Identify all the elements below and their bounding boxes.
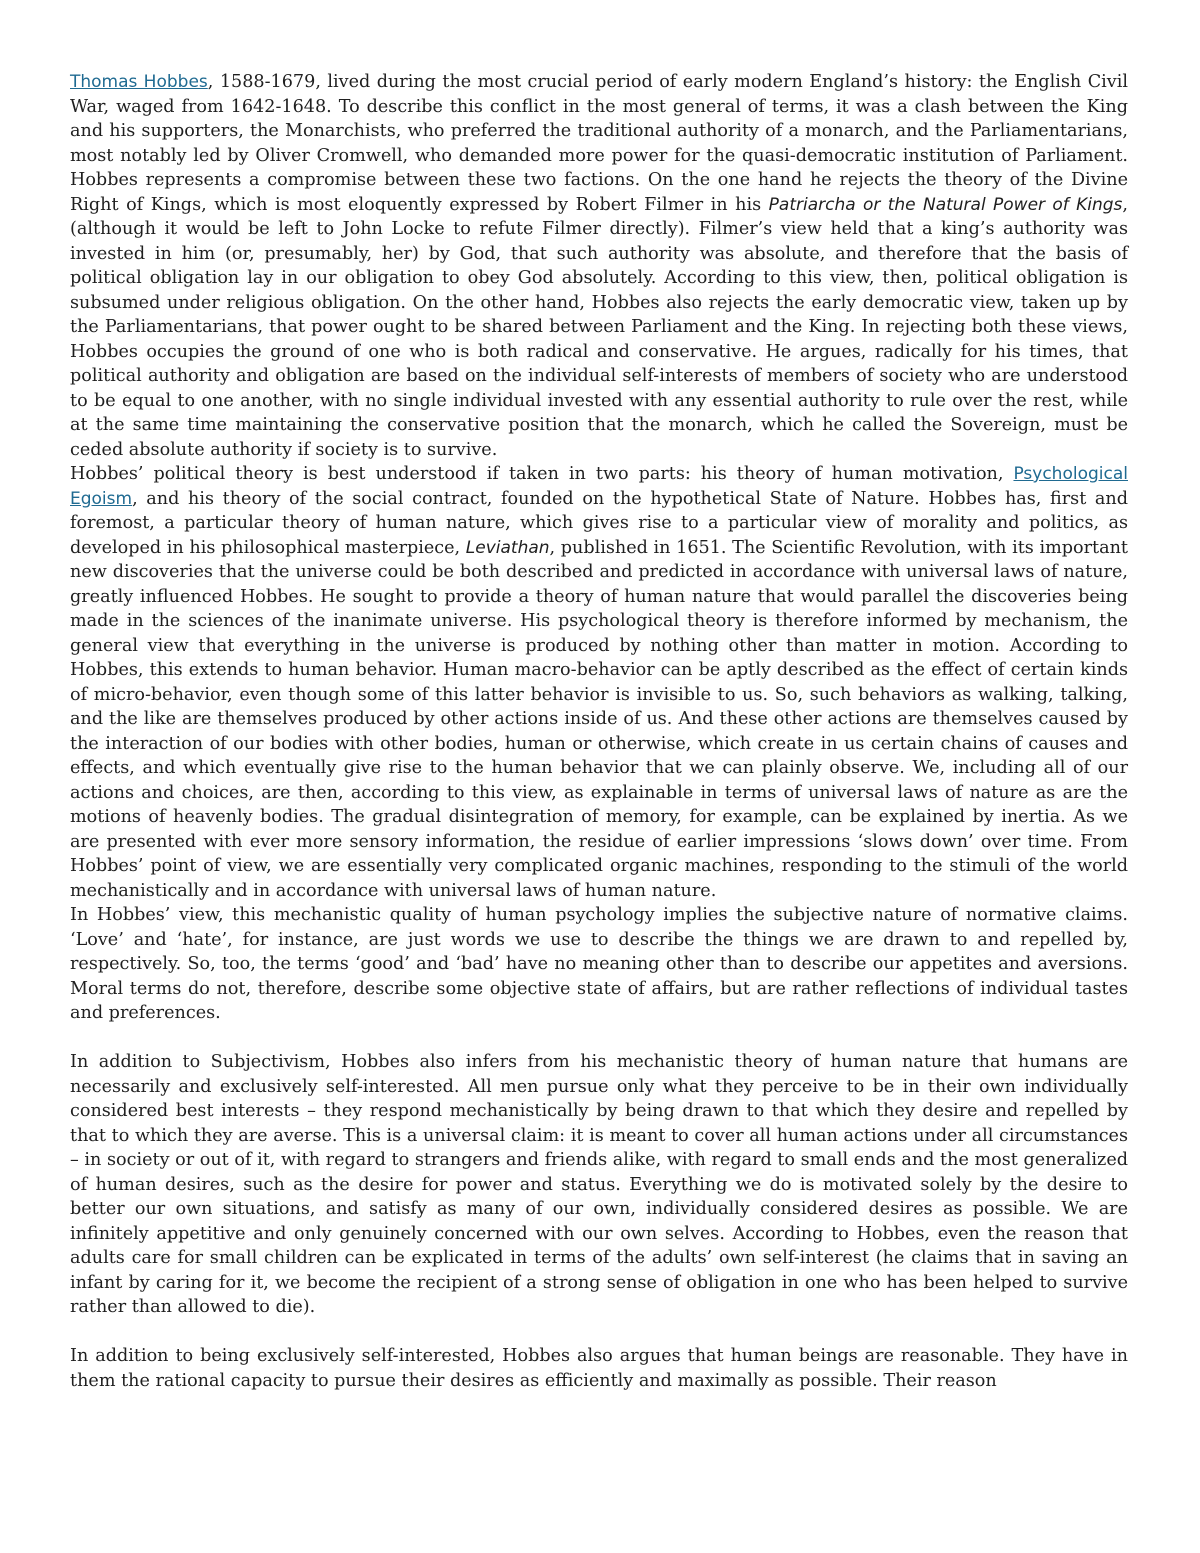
book-title-leviathan: Leviathan [465, 537, 550, 558]
paragraph-5: In addition to being exclusively self-interested, Hobbes also argues that human beings are reasonable. They have in them the rational capacity to pursue their desires as efficiently and maximally as possible. Their reason [70, 1346, 1128, 1391]
paragraph-spacer [70, 1320, 1128, 1345]
paragraph-2 [70, 462, 1128, 903]
paragraph-2-text-b: , and his theory of the social contract, founded on the hypothetical State of Nature. Hobbes has, first and foremost, a particular theory of human nature, which gives rise to a particular view of morality and politics, as developed in his philosophical masterpiece, [70, 488, 1128, 558]
paragraph-3: In Hobbes’ view, this mechanistic quality of human psychology implies the subjective nature of normative claims. ‘Love’ and ‘hate’, for instance, are just words we use to describe the things we are drawn to and repelled by, respectively. So, too, the terms ‘good’ and ‘bad’ have no meaning other than to describe our appetites and aversions. Moral terms do not, therefore, describe some objective state of affairs, but are rather reflections of individual tastes and preferences. [70, 905, 1128, 1023]
paragraph-1-text-b: , (although it would be left to John Locke to refute Filmer directly). Filmer’s view held that a king’s authority was invested in him (or, presumably, her) by God, that such authority was absolute, and therefore that the basis of political obligation lay in our obligation to obey God absolutely. According to this view, then, political obligation is subsumed under religious obligation. On the other hand, Hobbes also rejects the early democratic view, taken up by the Parliamentarians, that power ought to be shared between Parliament and the King. In rejecting both these views, Hobbes occupies the ground of one who is both radical and conservative. He argues, radically for his times, that political authority and obligation are based on the individual self-interests of members of society who are understood to be equal to one another, with no single individual invested with any essential authority to rule over the rest, while at the same time maintaining the conservative position that the monarch, which he called the Sovereign, must be ceded absolute authority if society is to survive. [70, 194, 1128, 460]
paragraph-4: In addition to Subjectivism, Hobbes also infers from his mechanistic theory of human nature that humans are necessarily and exclusively self-interested. All men pursue only what they perceive to be in their own individually considered best interests – they respond mechanistically by being drawn to that which they desire and repelled by that to which they are averse. This is a universal claim: it is meant to cover all human actions under all circumstances – in society or out of it, with regard to strangers and friends alike, with regard to small ends and the most generalized of human desires, such as the desire for power and status. Everything we do is motivated solely by the desire to better our own situations, and satisfy as many of our own, individually considered desires as possible. We are infinitely appetitive and only genuinely concerned with our own selves. According to Hobbes, even the reason that adults care for small children can be explicated in terms of the adults’ own self-interest (he claims that in saving an infant by caring for it, we become the recipient of a strong sense of obligation in one who has been helped to survive rather than allowed to die). [70, 1052, 1128, 1317]
paragraph-2-text-a: Hobbes’ political theory is best understood if taken in two parts: his theory of human motivation, [70, 464, 1014, 484]
paragraph-spacer [70, 1026, 1128, 1051]
link-thomas-hobbes[interactable]: Thomas Hobbes [70, 72, 208, 92]
link-psychological-egoism[interactable]: Psychological Egoism [70, 464, 1128, 509]
paragraph-2-text-c: , published in 1651. The Scientific Revolution, with its important new discoveries that the universe could be both described and predicted in accordance with universal laws of nature, greatly influenced Hobbes. He sought to provide a theory of human nature that would parallel the discoveries being made in the sciences of the inanimate universe. His psychological theory is therefore informed by mechanism, the general view that everything in the universe is produced by nothing other than matter in motion. According to Hobbes, this extends to human behavior. Human macro-behavior can be aptly described as the effect of certain kinds of micro-behavior, even though some of this latter behavior is invisible to us. So, such behaviors as walking, talking, and the like are themselves produced by other actions inside of us. And these other actions are themselves caused by the interaction of our bodies with other bodies, human or otherwise, which create in us certain chains of causes and effects, and which eventually give rise to the human behavior that we can plainly observe. We, including all of our actions and choices, are then, according to this view, as explainable in terms of universal laws of nature as are the motions of heavenly bodies. The gradual disintegration of memory, for example, can be explained by inertia. As we are presented with ever more sensory information, the residue of earlier impressions ‘slows down’ over time. From Hobbes’ point of view, we are essentially very complicated organic machines, responding to the stimuli of the world mechanistically and in accordance with universal laws of human nature. [70, 537, 1129, 901]
document-page [70, 70, 1128, 1393]
paragraph-1-text-a: , 1588-1679, lived during the most crucial period of early modern England’s history: the English Civil War, waged from 1642-1648. To describe this conflict in the most general of terms, it was a clash between the King and his supporters, the Monarchists, who preferred the traditional authority of a monarch, and the Parliamentarians, most notably led by Oliver Cromwell, who demanded more power for the quasi-democratic institution of Parliament. Hobbes represents a compromise between these two factions. On the one hand he rejects the theory of the Divine Right of Kings, which is most eloquently expressed by Robert Filmer in his [70, 72, 1128, 215]
paragraph-1 [70, 70, 1128, 462]
book-title-patriarcha: Patriarcha or the Natural Power of Kings [768, 194, 1123, 215]
